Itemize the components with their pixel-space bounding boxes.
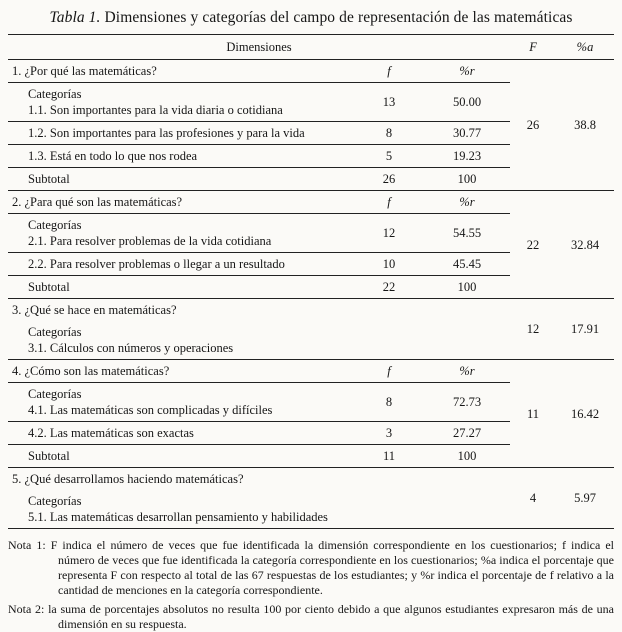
subtotal-pr: 100 xyxy=(424,168,510,191)
f-value: 3 xyxy=(354,422,424,445)
section-4-question-row xyxy=(8,360,614,383)
pa-value: 32.84 xyxy=(556,191,614,299)
pr-subheader: %r xyxy=(424,360,510,383)
dimension-question: 3. ¿Qué se hace en matemáticas? xyxy=(12,303,177,317)
categories-label: Categorías xyxy=(28,494,82,508)
category-label: 4.1. Las matemáticas son complicadas y difíciles xyxy=(28,403,273,417)
subtotal-label: Subtotal xyxy=(8,276,354,299)
subtotal-f: 11 xyxy=(354,445,424,468)
category-label: 1.3. Está en todo lo que nos rodea xyxy=(8,145,354,168)
pr-value: 30.77 xyxy=(424,122,510,145)
pr-value: 50.00 xyxy=(424,83,510,122)
category-label: 1.2. Son importantes para las profesiones y para la vida xyxy=(8,122,354,145)
table-title-text: Dimensiones y categorías del campo de representación de las matemáticas xyxy=(104,9,573,26)
categories-label: Categorías xyxy=(28,387,82,401)
subtotal-f: 26 xyxy=(354,168,424,191)
category-cell xyxy=(8,83,354,122)
pa-value: 17.91 xyxy=(556,299,614,360)
notes-section xyxy=(8,538,614,632)
categories-label: Categorías xyxy=(28,218,82,232)
pr-subheader: %r xyxy=(424,191,510,214)
table-number: Tabla 1. xyxy=(49,9,101,26)
section-5-question-row xyxy=(8,468,614,491)
category-label: 5.1. Las matemáticas desarrollan pensamiento y habilidades xyxy=(28,510,328,524)
note-2-text: la suma de porcentajes absolutos no resulta 100 por ciento debido a que algunos estudiantes expresaron más de una dimensión en su respuesta. xyxy=(48,602,614,631)
pr-value: 19.23 xyxy=(424,145,510,168)
f-value: 8 xyxy=(354,122,424,145)
section-2-question-row xyxy=(8,191,614,214)
category-label: 4.2. Las matemáticas son exactas xyxy=(8,422,354,445)
F-value: 4 xyxy=(510,468,556,529)
section-1-question-row xyxy=(8,60,614,83)
pr-subheader: %r xyxy=(424,60,510,83)
f-value: 10 xyxy=(354,253,424,276)
subtotal-label: Subtotal xyxy=(8,168,354,191)
pa-value: 16.42 xyxy=(556,360,614,468)
dimensions-header: Dimensiones xyxy=(8,35,510,60)
note-1-text: F indica el número de veces que fue identificada la dimensión correspondiente en los cuestionarios; f indica el número de veces que fue identificada la categoría correspondiente en los cuestionarios; %a indica el porcentaje que representa F con respecto al total de las 67 respuestas de los estudiantes; y %r indica el porcentaje de f relativo a la cantidad de menciones en la categoría correspondiente. xyxy=(50,538,614,597)
note-2 xyxy=(8,602,614,632)
subtotal-label: Subtotal xyxy=(8,445,354,468)
pa-value: 5.97 xyxy=(556,468,614,529)
category-label: 2.1. Para resolver problemas de la vida cotidiana xyxy=(28,234,272,248)
dimension-question: 1. ¿Por qué las matemáticas? xyxy=(8,60,354,83)
categories-label: Categorías xyxy=(28,325,82,339)
pr-value: 27.27 xyxy=(424,422,510,445)
F-header: F xyxy=(510,35,556,60)
category-cell xyxy=(8,383,354,422)
category-label: 3.1. Cálculos con números y operaciones xyxy=(28,341,234,355)
category-label: 1.1. Son importantes para la vida diaria o cotidiana xyxy=(28,103,283,117)
F-value: 11 xyxy=(510,360,556,468)
table-title xyxy=(8,8,614,28)
f-subheader: f xyxy=(354,60,424,83)
F-value: 26 xyxy=(510,60,556,191)
dimension-question: 5. ¿Qué desarrollamos haciendo matemáticas? xyxy=(12,472,244,486)
pr-value: 54.55 xyxy=(424,214,510,253)
note-2-label: Nota 2: xyxy=(8,602,45,616)
pr-value: 72.73 xyxy=(424,383,510,422)
category-cell xyxy=(8,214,354,253)
f-subheader: f xyxy=(354,360,424,383)
data-table xyxy=(8,34,614,529)
categories-label: Categorías xyxy=(28,87,82,101)
f-value: 13 xyxy=(354,83,424,122)
subtotal-pr: 100 xyxy=(424,276,510,299)
pr-value: 45.45 xyxy=(424,253,510,276)
dimension-question: 4. ¿Cómo son las matemáticas? xyxy=(8,360,354,383)
note-1 xyxy=(8,538,614,598)
note-1-label: Nota 1: xyxy=(8,538,46,552)
f-value: 12 xyxy=(354,214,424,253)
f-value: 5 xyxy=(354,145,424,168)
table-header-row xyxy=(8,35,614,60)
category-cell xyxy=(8,490,510,529)
subtotal-f: 22 xyxy=(354,276,424,299)
f-value: 8 xyxy=(354,383,424,422)
category-label: 2.2. Para resolver problemas o llegar a un resultado xyxy=(8,253,354,276)
pa-header: %a xyxy=(556,35,614,60)
dimension-question: 2. ¿Para qué son las matemáticas? xyxy=(8,191,354,214)
f-subheader: f xyxy=(354,191,424,214)
F-value: 12 xyxy=(510,299,556,360)
pa-value: 38.8 xyxy=(556,60,614,191)
category-cell xyxy=(8,321,510,360)
section-3-question-row xyxy=(8,299,614,322)
F-value: 22 xyxy=(510,191,556,299)
subtotal-pr: 100 xyxy=(424,445,510,468)
